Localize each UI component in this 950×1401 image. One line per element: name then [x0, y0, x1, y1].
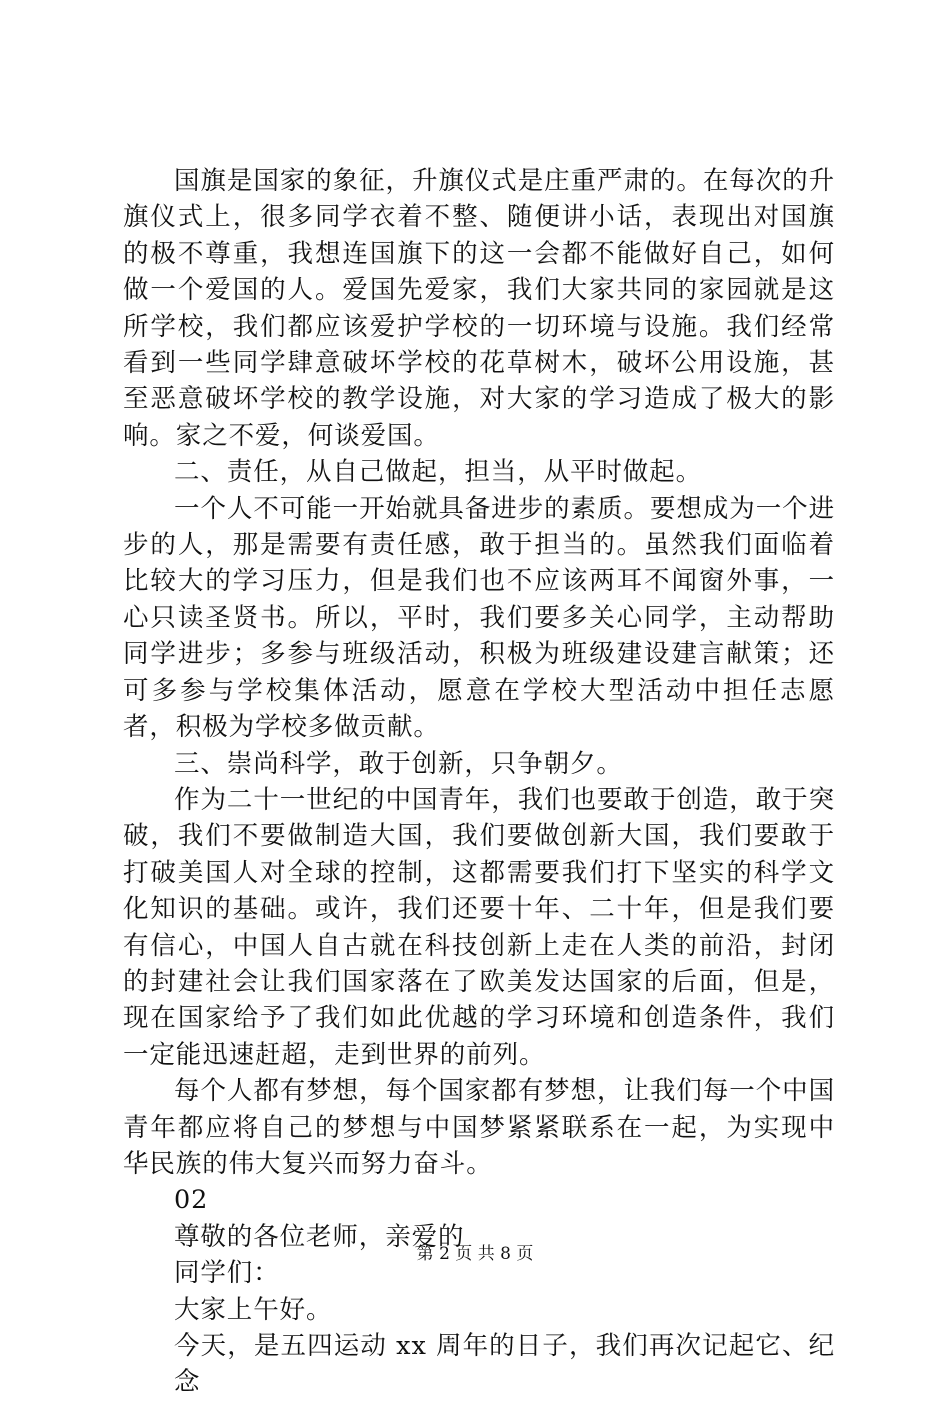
paragraph-patriotism: 国旗是国家的象征，升旗仪式是庄重严肃的。在每次的升旗仪式上，很多同学衣着不整、随便讲小话，表现出对国旗的极不尊重，我想连国旗下的这一会都不能做好自己，如何做一个爱国的人。爱国先爱家，我们大家共同的家园就是这所学校，我们都应该爱护学校的一切环境与设施。我们经常看到一些同学肆意破坏学校的花草树木，破坏公用设施，甚至恶意破坏学校的教学设施，对大家的学习造成了极大的影响。家之不爱，何谈爱国。: [123, 166, 835, 451]
paragraph-dream: 每个人都有梦想，每个国家都有梦想，让我们每一个中国青年都应将自己的梦想与中国梦紧紧联系在一起，为实现中华民族的伟大复兴而努力奋斗。: [123, 1076, 835, 1179]
opening-line: 今天，是五四运动 xx 周年的日子，我们再次记起它、纪念: [174, 1331, 835, 1398]
section-number: 02: [174, 1185, 209, 1216]
heading-science: 三、崇尚科学，敢于创新，只争朝夕。: [174, 748, 623, 779]
heading-responsibility: 二、责任，从自己做起，担当，从平时做起。: [174, 457, 703, 488]
salutation-line-1: 尊敬的各位老师，亲爱的: [174, 1221, 465, 1252]
greeting-line: 大家上午好。: [174, 1294, 333, 1325]
page-footer: 第 2 页 共 8 页: [416, 1244, 534, 1264]
paragraph-responsibility: 一个人不可能一开始就具备进步的素质。要想成为一个进步的人，那是需要有责任感，敢于担当的。虽然我们面临着比较大的学习压力，但是我们也不应该两耳不闻窗外事，一心只读圣贤书。所以，平时，我们要多关心同学，主动帮助同学进步；多参与班级活动，积极为班级建设建言献策；还可多参与学校集体活动，愿意在学校大型活动中担任志愿者，积极为学校多做贡献。: [123, 493, 835, 743]
paragraph-science: 作为二十一世纪的中国青年，我们也要敢于创造，敢于突破，我们不要做制造大国，我们要做创新大国，我们要敢于打破美国人对全球的控制，这都需要我们打下坚实的科学文化知识的基础。或许，我们还要十年、二十年，但是我们要有信心，中国人自古就在科技创新上走在人类的前沿，封闭的封建社会让我们国家落在了欧美发达国家的后面，但是，现在国家给予了我们如此优越的学习环境和创造条件，我们一定能迅速赶超，走到世界的前列。: [123, 784, 835, 1070]
document-body: [123, 163, 835, 1401]
salutation-line-2: 同学们：: [174, 1258, 280, 1289]
